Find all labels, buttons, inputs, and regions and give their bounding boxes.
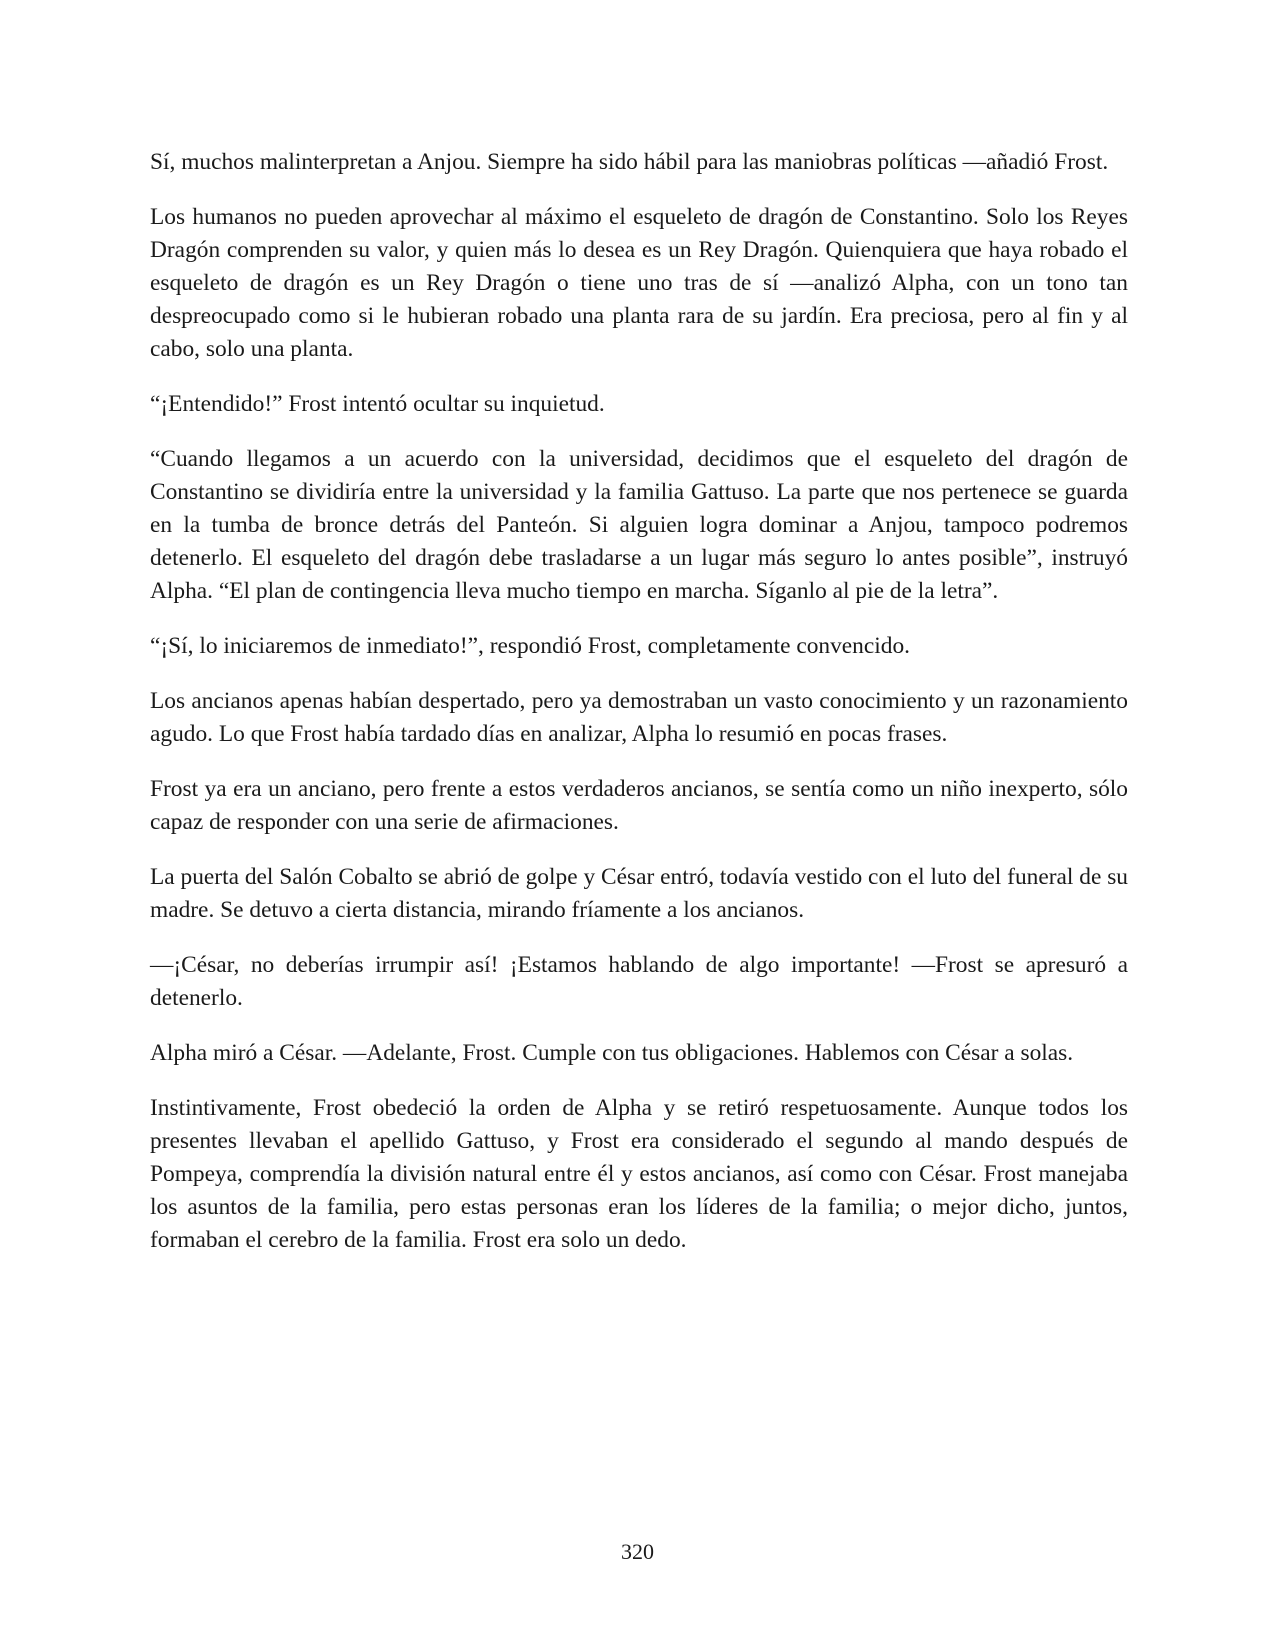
- paragraph: Los ancianos apenas habían despertado, pero ya demostraban un vasto conocimiento y un razonamiento agudo. Lo que Frost había tardado días en analizar, Alpha lo resumió en pocas frases.: [150, 688, 1128, 747]
- paragraph: —¡César, no deberías irrumpir así! ¡Estamos hablando de algo importante! —Frost se apresuró a detenerlo.: [150, 952, 1128, 1011]
- paragraph: Frost ya era un anciano, pero frente a estos verdaderos ancianos, se sentía como un niño inexperto, sólo capaz de responder con una serie de afirmaciones.: [150, 776, 1128, 835]
- paragraph: Los humanos no pueden aprovechar al máximo el esqueleto de dragón de Constantino. Solo los Reyes Dragón comprenden su valor, y quien más lo desea es un Rey Dragón. Quienquiera que haya robado el esqueleto de dragón es un Rey Dragón o tiene uno tras de sí —analizó Alpha, con un tono tan despreocupado como si le hubieran robado una planta rara de su jardín. Era preciosa, pero al fin y al cabo, solo una planta.: [150, 204, 1128, 362]
- paragraph: Sí, muchos malinterpretan a Anjou. Siempre ha sido hábil para las maniobras políticas —añadió Frost.: [150, 149, 1109, 175]
- body-text: [150, 146, 1128, 1279]
- page-number: 320: [621, 1539, 654, 1564]
- paragraph: Alpha miró a César. —Adelante, Frost. Cumple con tus obligaciones. Hablemos con César a solas.: [150, 1040, 1074, 1066]
- paragraph: La puerta del Salón Cobalto se abrió de golpe y César entró, todavía vestido con el luto del funeral de su madre. Se detuvo a cierta distancia, mirando fríamente a los ancianos.: [150, 864, 1128, 923]
- paragraph: “Cuando llegamos a un acuerdo con la universidad, decidimos que el esqueleto del dragón de Constantino se dividiría entre la universidad y la familia Gattuso. La parte que nos pertenece se guarda en la tumba de bronce detrás del Panteón. Si alguien logra dominar a Anjou, tampoco podremos detenerlo. El esqueleto del dragón debe trasladarse a un lugar más seguro lo antes posible”, instruyó Alpha. “El plan de contingencia lleva mucho tiempo en marcha. Síganlo al pie de la letra”.: [150, 446, 1128, 604]
- paragraph: Instintivamente, Frost obedeció la orden de Alpha y se retiró respetuosamente. Aunque todos los presentes llevaban el apellido Gattuso, y Frost era considerado el segundo al mando después de Pompeya, comprendía la división natural entre él y estos ancianos, así como con César. Frost manejaba los asuntos de la familia, pero estas personas eran los líderes de la familia; o mejor dicho, juntos, formaban el cerebro de la familia. Frost era solo un dedo.: [150, 1095, 1128, 1253]
- paragraph: “¡Sí, lo iniciaremos de inmediato!”, respondió Frost, completamente convencido.: [150, 633, 910, 659]
- paragraph: “¡Entendido!” Frost intentó ocultar su inquietud.: [150, 391, 605, 417]
